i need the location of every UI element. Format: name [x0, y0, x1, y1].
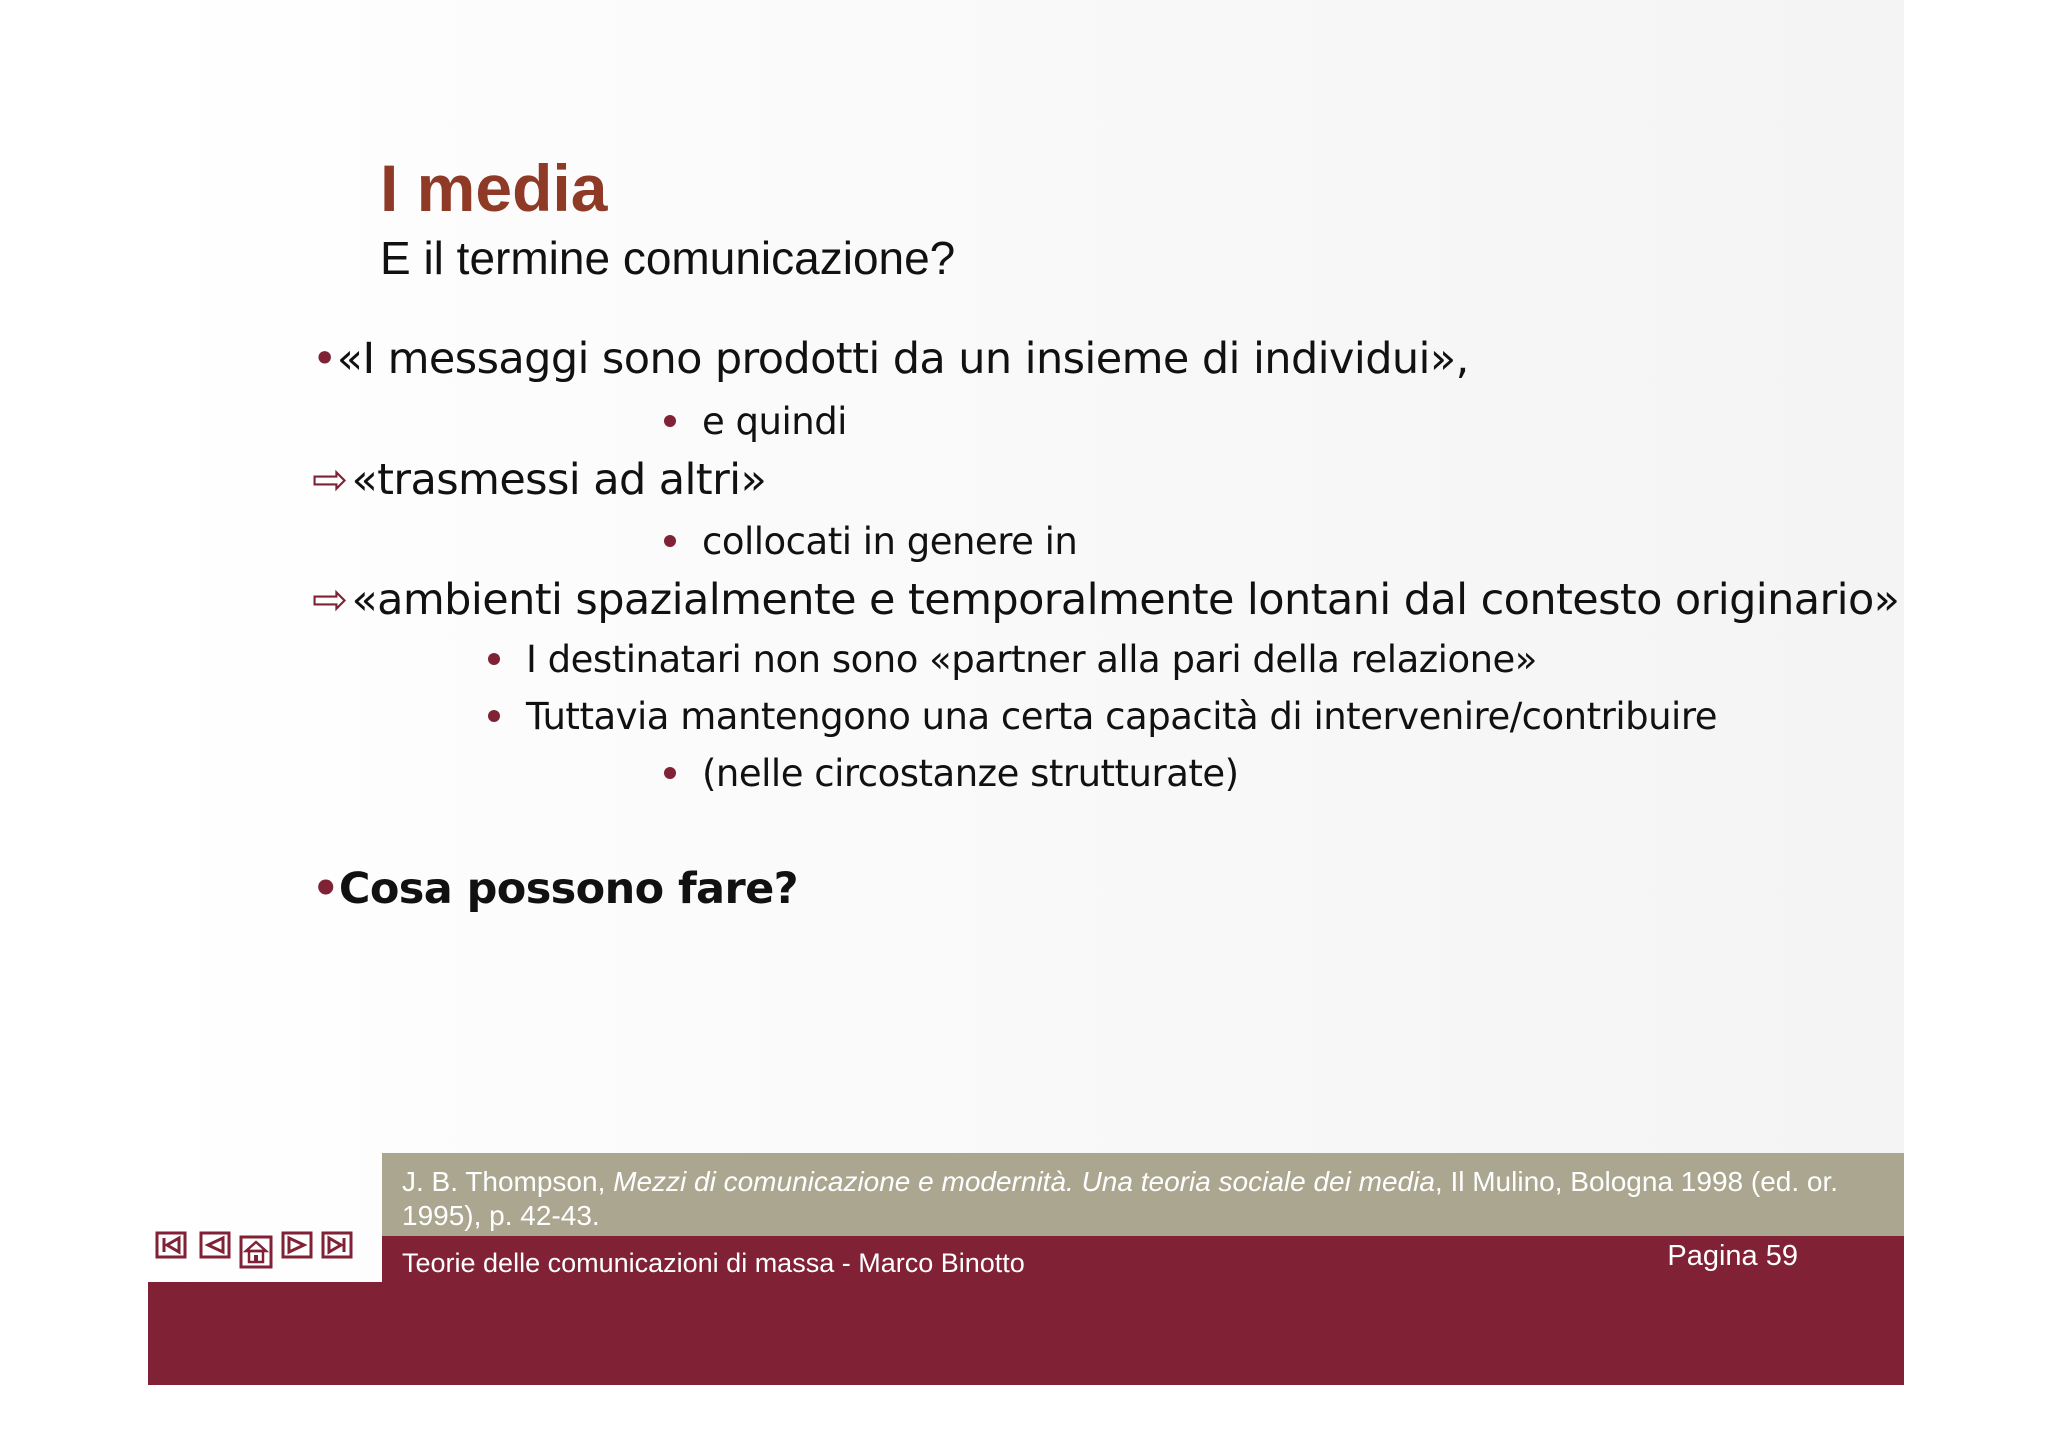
- list-item: I destinatari non sono «partner alla pari della relazione»: [488, 638, 1537, 682]
- list-item: collocati in genere in: [664, 520, 1077, 564]
- bullet-icon: [664, 767, 676, 779]
- list-item: ⇨«trasmessi ad altri»: [312, 455, 767, 505]
- bullet-icon: •: [312, 334, 337, 384]
- slide-subtitle: E il termine comunicazione?: [380, 232, 956, 284]
- bullet-icon: [664, 535, 676, 547]
- slide-title: I media: [380, 151, 608, 225]
- next-slide-icon: [280, 1228, 316, 1264]
- home-button[interactable]: [238, 1234, 274, 1270]
- next-slide-button[interactable]: [280, 1228, 316, 1264]
- first-slide-button[interactable]: [154, 1228, 190, 1264]
- bullet-icon: [488, 710, 500, 722]
- list-item: (nelle circostanze strutturate): [664, 752, 1239, 796]
- citation-bar: [382, 1153, 1904, 1236]
- previous-slide-icon: [198, 1228, 234, 1264]
- citation-text: J. B. Thompson, Mezzi di comunicazione e modernità. Una teoria sociale dei media, Il Mulino, Bologna 1998 (ed. or. 1995), p. 42-43.: [402, 1166, 1839, 1231]
- list-item: Tuttavia mantengono una certa capacità di intervenire/contribuire: [488, 695, 1717, 739]
- footer-course-title: Teorie delle comunicazioni di massa - Marco Binotto: [402, 1248, 1025, 1278]
- footer-bar: [382, 1236, 1904, 1288]
- bullet-icon: [664, 415, 676, 427]
- list-item: e quindi: [664, 400, 847, 444]
- last-slide-button[interactable]: [320, 1228, 356, 1264]
- previous-slide-button[interactable]: [198, 1228, 234, 1264]
- bullet-icon: •: [312, 864, 339, 914]
- last-slide-icon: [320, 1228, 356, 1264]
- list-item: •«I messaggi sono prodotti da un insieme di individui»,: [312, 334, 1469, 384]
- first-slide-icon: [154, 1228, 190, 1264]
- arrow-right-icon: ⇨: [312, 455, 348, 505]
- home-icon: [238, 1234, 274, 1270]
- footer-band: [148, 1282, 1904, 1385]
- arrow-right-icon: ⇨: [312, 575, 348, 625]
- bullet-icon: [488, 653, 500, 665]
- list-item: ⇨«ambienti spazialmente e temporalmente lontani dal contesto originario»: [312, 575, 1900, 625]
- list-item: •Cosa possono fare?: [312, 864, 798, 914]
- page-number: Pagina 59: [1667, 1240, 1798, 1272]
- slide-navigation: [152, 1228, 384, 1264]
